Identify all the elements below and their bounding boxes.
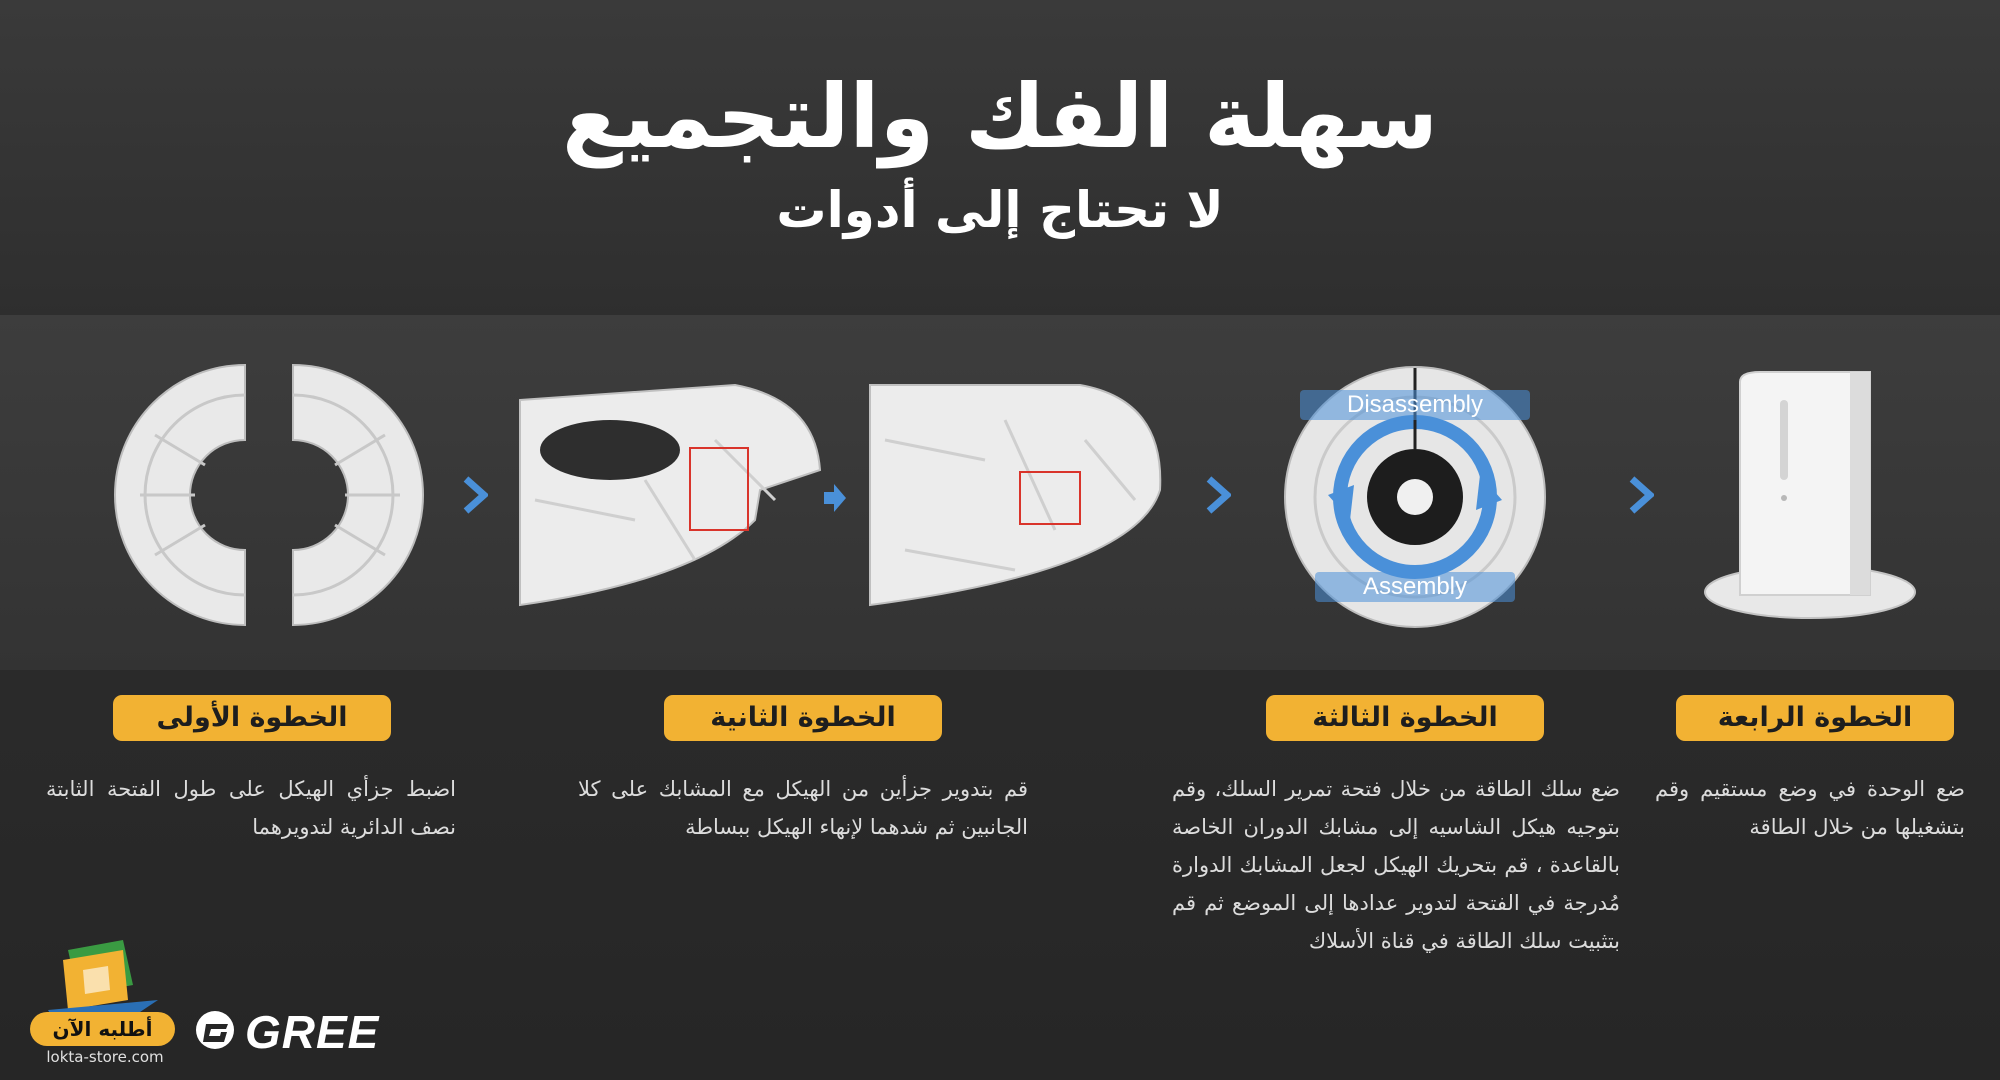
step-arrow-4 (1628, 475, 1654, 515)
disassembly-label: Disassembly (1300, 390, 1530, 420)
page-title: سهلة الفك والتجميع (562, 65, 1438, 168)
step-3-text: ضع سلك الطاقة من خلال فتحة تمرير السلك، وقم بتوجيه هيكل الشاسيه إلى مشابك الدوران الخاصة بالقاعدة ، قم بتحريك الهيكل لجعل المشابك الدوارة مُدرجة في الفتحة لتدوير عدادها إلى الموضع ثم قم بتثبيت سلك الطاقة في قناة الأسلاك (1172, 777, 1620, 953)
step-1-badge: الخطوة الأولى (113, 695, 391, 741)
split-disc-illustration (95, 355, 435, 635)
store-url[interactable]: lokta-store.com (46, 1048, 164, 1066)
upright-unit-illustration (1700, 370, 1920, 630)
step-2-text: قم بتدوير جزأين من الهيكل مع المشابك على كلا الجانبين ثم شدهما لإنهاء الهيكل ببساطة (578, 777, 1028, 839)
gree-logo-icon (192, 1010, 238, 1050)
assembly-label: Assembly (1315, 572, 1515, 602)
step-3-badge: الخطوة الثالثة (1266, 695, 1544, 741)
step-arrow-3 (1205, 475, 1231, 515)
step-arrow-1 (462, 475, 488, 515)
disc-section-illustration-b (865, 380, 1170, 610)
disc-section-illustration-a (515, 380, 825, 610)
gree-logo-text: GREE (245, 1006, 380, 1058)
header (0, 0, 2000, 315)
rotation-disc-illustration (1280, 360, 1550, 635)
step-arrow-2 (822, 478, 848, 518)
step-2-badge: الخطوة الثانية (664, 695, 942, 741)
step-4-text: ضع الوحدة في وضع مستقيم وقم بتشغيلها من خلال الطاقة (1655, 777, 1965, 839)
step-4-badge: الخطوة الرابعة (1676, 695, 1954, 741)
order-now-button[interactable]: أطلبه الآن (30, 1012, 175, 1046)
step-1-text: اضبط جزأي الهيكل على طول الفتحة الثابتة نصف الدائرية لتدويرهما (46, 777, 456, 839)
page-subtitle: لا تحتاج إلى أدوات (776, 181, 1224, 239)
